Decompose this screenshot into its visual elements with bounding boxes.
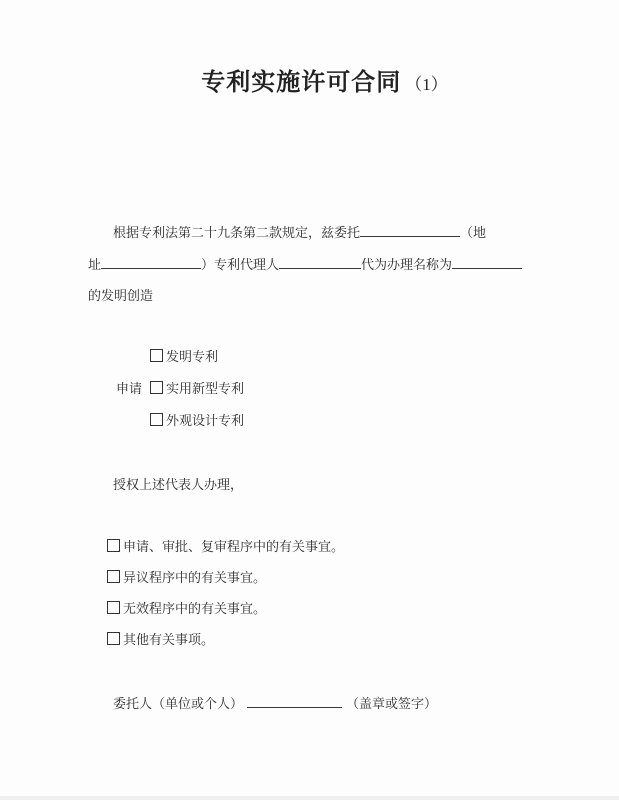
seal-label: （盖章或签字） bbox=[346, 696, 438, 711]
matter-item bbox=[107, 600, 266, 617]
signature-line bbox=[113, 694, 437, 712]
matter-label: 其他有关事项。 bbox=[123, 632, 215, 647]
matter-label: 申请、审批、复审程序中的有关事宜。 bbox=[123, 539, 345, 554]
matter-label: 异议程序中的有关事宜。 bbox=[123, 570, 267, 585]
client-label: 委托人（单位或个人） bbox=[113, 696, 244, 711]
blank-entrusted-name bbox=[360, 223, 460, 237]
matter-label: 无效程序中的有关事宜。 bbox=[123, 601, 267, 616]
authorization-text: 授权上述代表人办理， bbox=[113, 477, 244, 492]
blank-patent-agent bbox=[279, 255, 361, 269]
page-bottom-edge bbox=[0, 796, 619, 800]
page-title-number: （1） bbox=[405, 75, 448, 94]
page-title-text: 专利实施许可合同 bbox=[201, 70, 402, 96]
checkbox-invention-patent[interactable] bbox=[150, 349, 163, 362]
blank-invention-name bbox=[452, 255, 522, 269]
page-title bbox=[0, 68, 619, 100]
patent-type-row-invention bbox=[150, 348, 218, 365]
checkbox-matter-invalidation[interactable] bbox=[107, 601, 120, 614]
checkbox-utility-model-patent[interactable] bbox=[150, 381, 163, 394]
checkbox-matter-other[interactable] bbox=[107, 632, 120, 645]
matter-item bbox=[107, 631, 214, 648]
checkbox-matter-application[interactable] bbox=[107, 539, 120, 552]
patent-type-label-utility: 实用新型专利 bbox=[166, 381, 245, 396]
patent-type-row-utility bbox=[116, 380, 244, 397]
intro-line-2-part2: ）专利代理人 bbox=[201, 257, 280, 272]
patent-type-label-design: 外观设计专利 bbox=[166, 413, 245, 428]
intro-line-1 bbox=[113, 223, 486, 241]
intro-line-2-part3: 代为办理名称为 bbox=[361, 257, 453, 272]
patent-type-label-invention: 发明专利 bbox=[166, 349, 219, 364]
intro-line-1-text: 根据专利法第二十九条第二款规定，兹委托 bbox=[113, 225, 361, 240]
intro-line-2 bbox=[88, 255, 522, 273]
authorization-line bbox=[113, 476, 243, 493]
intro-line-3 bbox=[88, 287, 153, 304]
intro-line-2-part1: 址 bbox=[88, 257, 102, 272]
intro-line-3-text: 的发明创造 bbox=[88, 288, 154, 303]
application-label: 申请 bbox=[116, 381, 143, 396]
blank-client-signature bbox=[247, 694, 342, 708]
checkbox-matter-opposition[interactable] bbox=[107, 570, 120, 583]
matter-item bbox=[107, 569, 266, 586]
checkbox-design-patent[interactable] bbox=[150, 413, 163, 426]
patent-type-row-design bbox=[150, 412, 244, 429]
intro-line-1-suffix: （地 bbox=[460, 225, 487, 240]
blank-address bbox=[101, 255, 201, 269]
matter-item bbox=[107, 538, 344, 555]
